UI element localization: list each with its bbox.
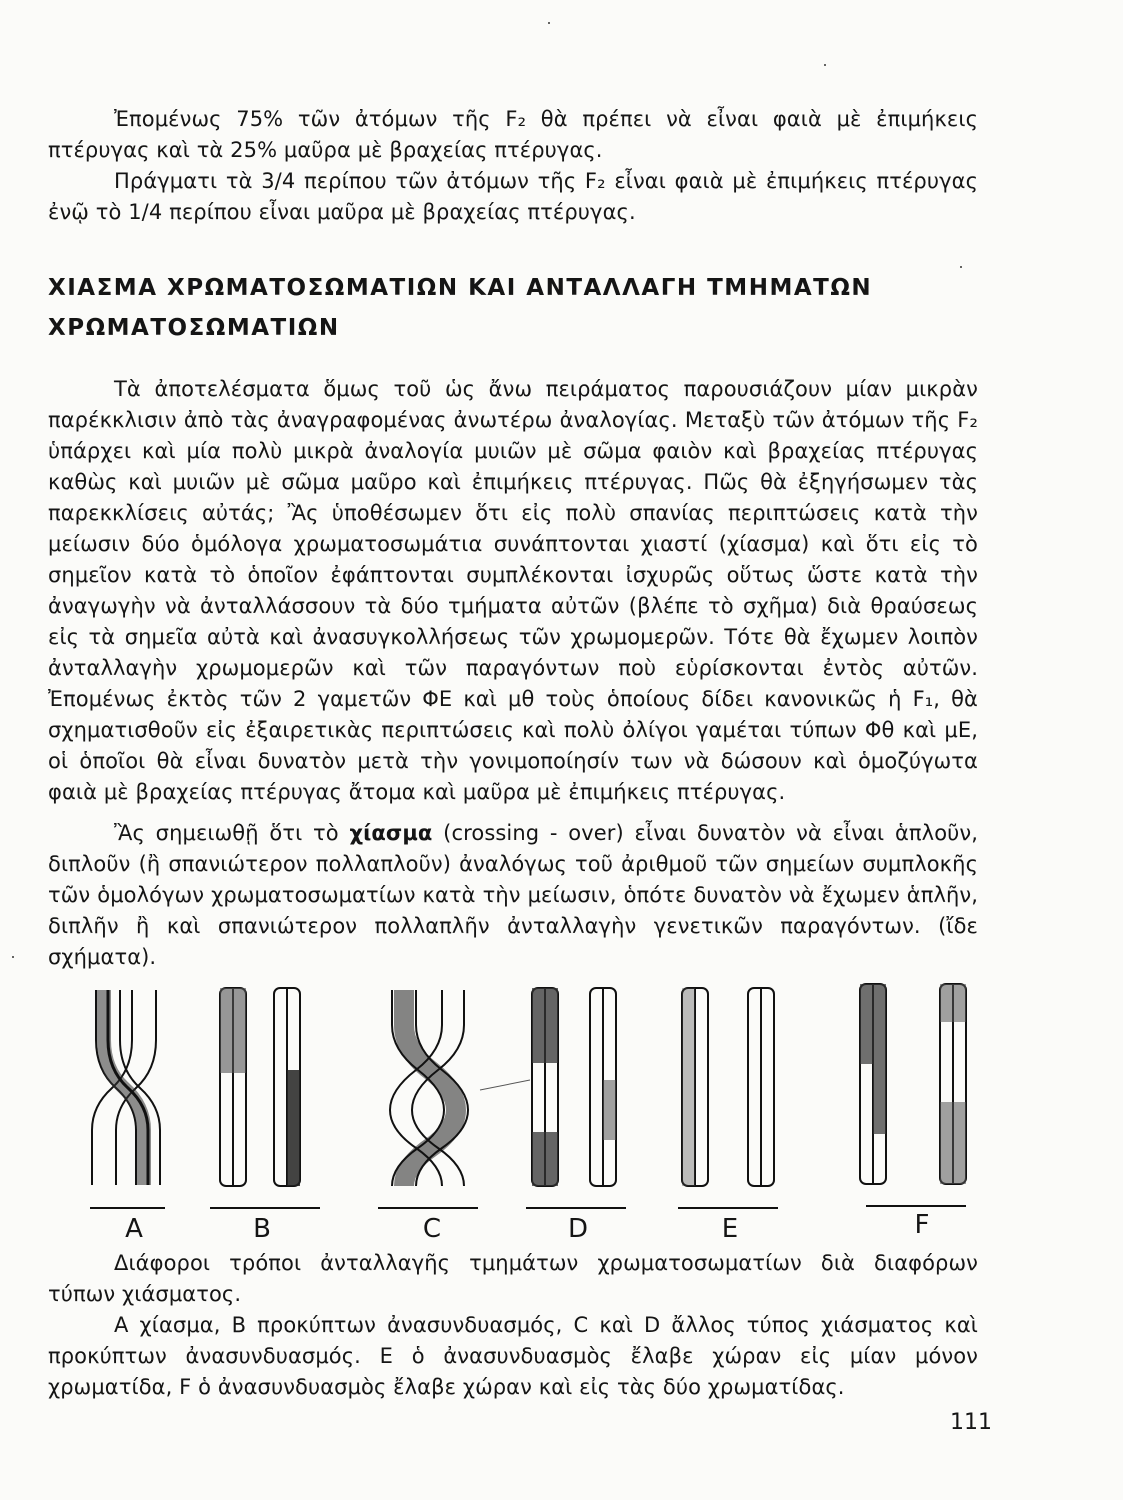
chromosome-c	[378, 990, 478, 1208]
page-number: 111	[950, 1410, 992, 1435]
figure-label-f: F	[914, 1210, 930, 1240]
paragraph-ratio-expected: Ἐπομένως 75% τῶν ἀτόμων τῆς F₂ θὰ πρέπει νὰ εἶναι φαιὰ μὲ ἐπιμήκεις πτέρυγας καὶ τὰ 25% μαῦρα μὲ βραχείας πτέρυγας.	[48, 107, 978, 162]
figure-label-c: C	[422, 1214, 442, 1244]
figure-label-b: B	[253, 1214, 271, 1244]
chromosome-diagrams	[60, 970, 1000, 1245]
scan-speck	[548, 22, 550, 24]
paragraph-crossing-types-start: Ἂς σημειωθῇ ὅτι τὸ	[114, 821, 339, 845]
chromosome-d	[526, 988, 626, 1208]
scan-speck	[960, 266, 962, 268]
chromosome-f	[860, 984, 966, 1206]
figure-label-e: E	[721, 1214, 739, 1244]
scan-speck	[12, 956, 14, 958]
term-chiasma: χίασμα	[349, 821, 433, 845]
section-heading: ΧΙΑΣΜΑ ΧΡΩΜΑΤΟΣΩΜΑΤΙΩΝ ΚΑΙ ΑΝΤΑΛΛΑΓΗ ΤΜΗΜΑΤΩΝ ΧΡΩΜΑΤΟΣΩΜΑΤΙΩΝ	[48, 275, 873, 341]
paragraph-crossing-over-explanation: Τὰ ἀποτελέσματα ὅμως τοῦ ὡς ἄνω πειράματος παρουσιάζουν μίαν μικρὰν παρέκκλισιν ἀπὸ τὰς ἀναγραφομένας ἀνωτέρω ἀναλογίας. Μεταξὺ τῶν ἀτόμων τῆς F₂ ὑπάρχει καὶ μία πολὺ μικρὰ ἀναλογία μυιῶν μὲ σῶμα φαιὸν καὶ βραχείας πτέρυγας καθὼς καὶ μυιῶν μὲ σῶμα μαῦρο καὶ ἐπιμήκεις πτέρυγας. Πῶς θὰ ἐξηγήσωμεν τὰς παρεκκλίσεις αὐτάς; Ἂς ὑποθέσωμεν ὅτι εἰς πολὺ σπανίας περιπτώσεις κατὰ τὴν μείωσιν δύο ὁμόλογα χρωματοσωμάτια συνάπτονται χιαστί (χίασμα) καὶ ὅτι εἰς τὸ σημεῖον κατὰ τὸ ὁποῖον ἐφάπτονται συμπλέκονται ἰσχυρῶς οὕτως ὥστε κατὰ τὴν ἀναγωγὴν νὰ ἀνταλλάσσουν τὰ δύο τμήματα αὐτῶν (βλέπε τὸ σχῆμα) διὰ θραύσεως εἰς τὰ σημεῖα αὐτὰ καὶ ἀνασυγκολλήσεως τῶν χρωμομερῶν. Τότε θὰ ἔχωμεν λοιπὸν ἀνταλλαγὴν χρωμομερῶν καὶ τῶν παραγόντων ποὺ εὑρίσκονται ἐντὸς αὐτῶν. Ἐπομένως ἐκτὸς τῶν 2 γαμετῶν ΦΕ καὶ μθ τοὺς ὁποίους δίδει κανονικῶς ἡ F₁, θὰ σχηματισθοῦν εἰς ἐξαιρετικὰς περιπτώσεις καὶ πολὺ ὀλίγοι γαμέται τύπων Φθ καὶ μΕ, οἱ ὁποῖοι θὰ εἶναι δυνατὸν μετὰ τὴν γονιμοποίησίν των νὰ δώσουν καὶ ὁμοζύγωτα φαιὰ μὲ βραχείας πτέρυγας ἄτομα καὶ μαῦρα μὲ ἐπιμήκεις πτέρυγας.	[48, 377, 978, 804]
figure-caption: Διάφοροι τρόποι ἀνταλλαγῆς τμημάτων χρωματοσωματίων διὰ διαφόρων τύπων χιάσματος.	[48, 1251, 978, 1306]
paragraph-ratio-observed: Πράγματι τὰ 3/4 περίπου τῶν ἀτόμων τῆς F₂ εἶναι φαιὰ μὲ ἐπιμήκεις πτέρυγας ἐνῷ τὸ 1/4 περίπου εἶναι μαῦρα μὲ βραχείας πτέρυγας.	[48, 169, 978, 224]
figure-label-a: A	[125, 1214, 143, 1244]
chromosome-a	[90, 990, 165, 1208]
scan-speck	[824, 64, 826, 66]
paragraph-crossing-types	[48, 818, 978, 973]
figure-legend: Α χίασμα, Β προκύπτων ἀνασυνδυασμός, C καὶ D ἄλλος τύπος χιάσματος καὶ προκύπτων ἀνασυνδυασμός. Ε ὁ ἀνασυνδυασμὸς ἔλαβε χώραν εἰς μίαν μόνον χρωματίδα, F ὁ ἀνασυνδυασμὸς ἔλαβε χώραν καὶ εἰς τὰς δύο χρωματίδας.	[48, 1313, 978, 1399]
figure-label-d: D	[567, 1214, 589, 1244]
chromosome-b	[210, 988, 320, 1208]
chromosome-e	[678, 988, 778, 1208]
chromosome-figure	[60, 970, 1000, 1245]
paragraph-crossing-types-end: (crossing - over) εἶναι δυνατὸν νὰ εἶναι ἁπλοῦν, διπλοῦν (ἢ σπανιώτερον πολλαπλοῦν) ἀναλόγως τοῦ ἀριθμοῦ τῶν σημείων συμπλοκῆς τῶν ὁμολόγων χρωματοσωματίων κατὰ τὴν μείωσιν, ὁπότε δυνατὸν νὰ ἔχωμεν ἁπλῆν, διπλῆν ἢ καὶ σπανιώτερον πολλαπλῆν ἀνταλλαγὴν γενετικῶν παραγόντων. (ἴδε σχήματα).	[48, 821, 979, 969]
